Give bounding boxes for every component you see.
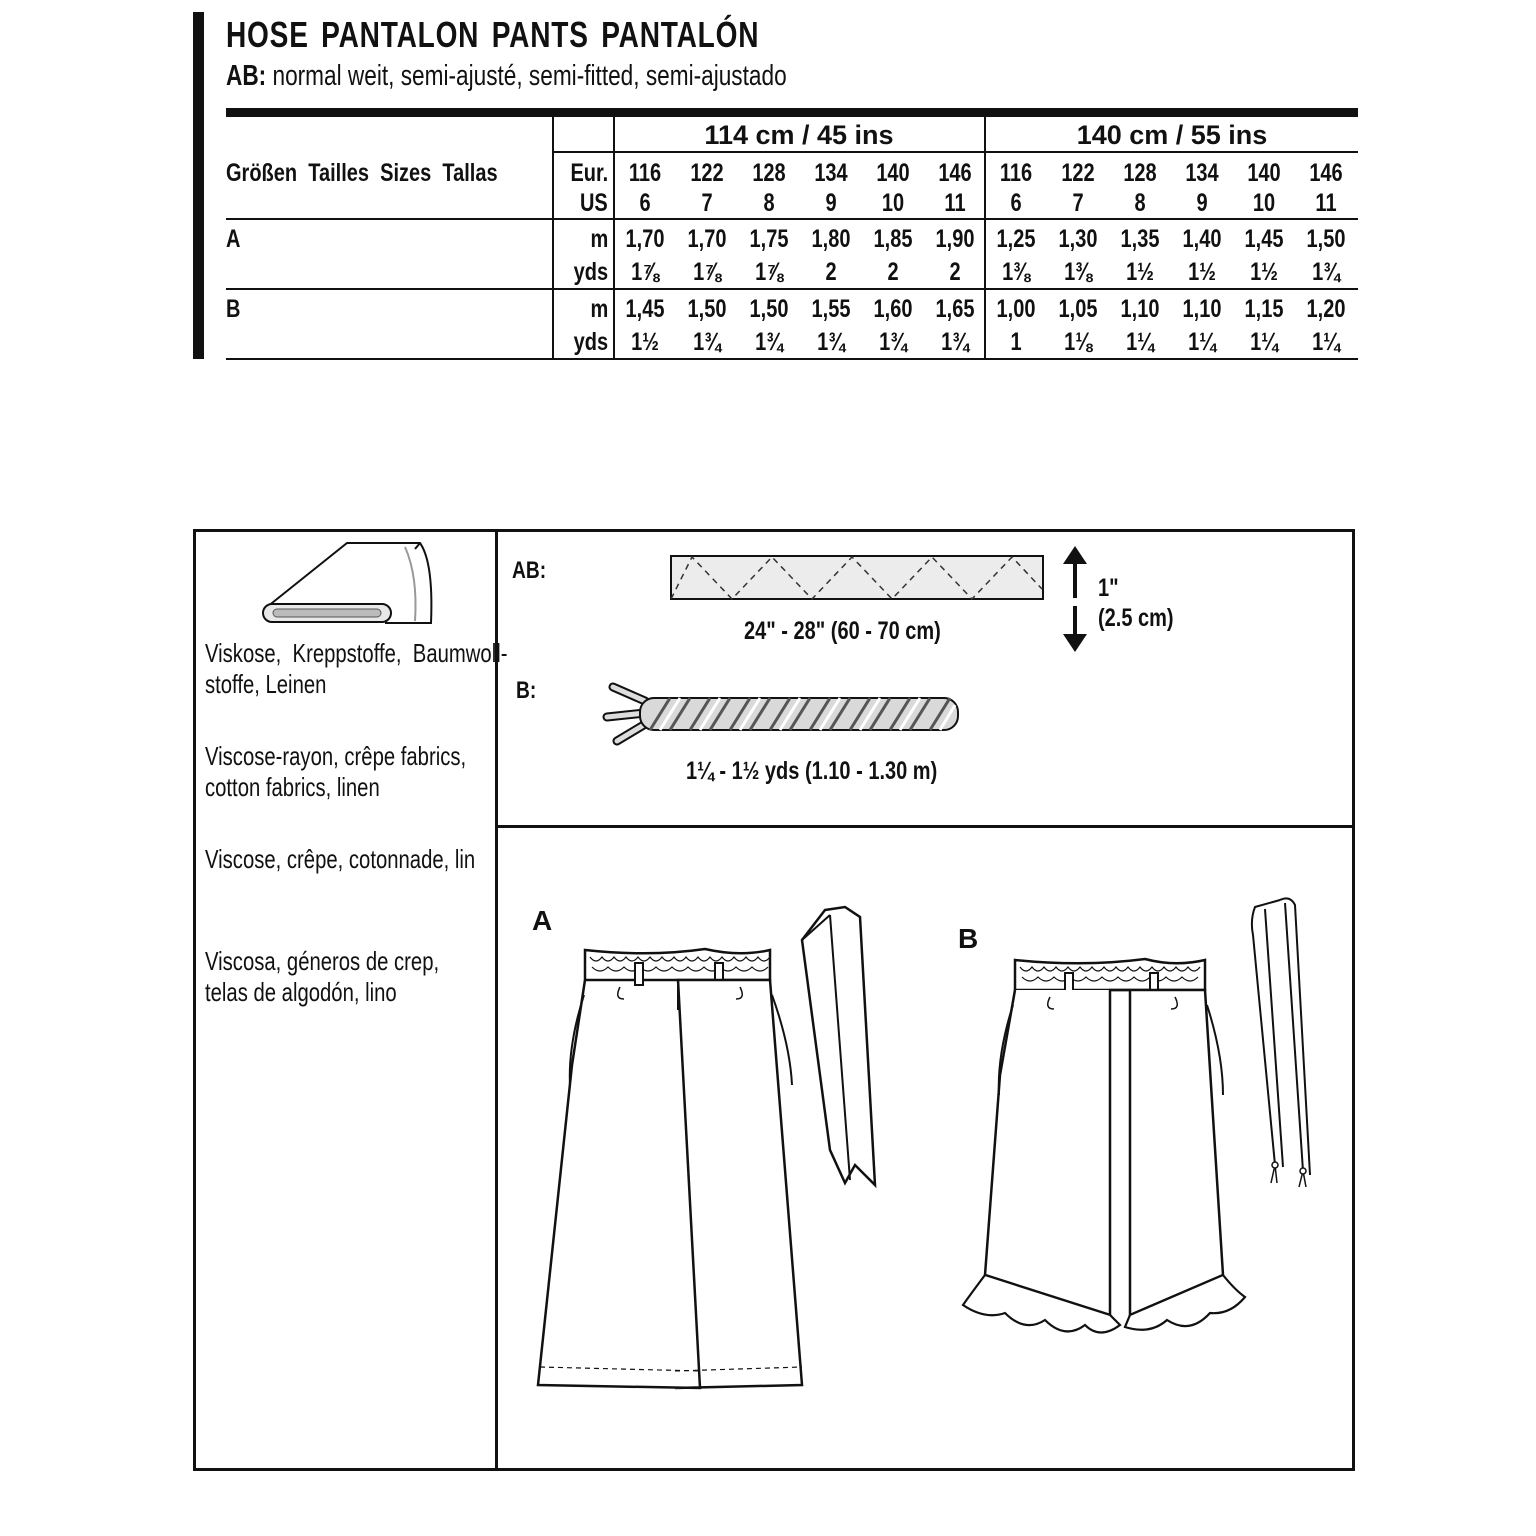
- table-rule: [552, 151, 1358, 153]
- fabric-es-line: Viscosa, géneros de crep,: [205, 946, 440, 976]
- view-b-meters-cell: 1,00: [996, 295, 1036, 323]
- view-b-meters-cell: 1,15: [1244, 295, 1284, 323]
- view-b-yards-cell: 1¼: [1188, 328, 1216, 356]
- size-row-label: Größen Tailles Sizes Tallas: [226, 159, 498, 187]
- view-a-meters-cell: 1,70: [625, 225, 665, 253]
- view-a-letter: A: [532, 905, 553, 936]
- view-b-letter: B: [958, 923, 979, 954]
- view-b-meters-cell: 1,20: [1306, 295, 1346, 323]
- view-a-label: A: [226, 225, 241, 253]
- view-a-meters-cell: 1,85: [873, 225, 913, 253]
- unit-yds: yds: [573, 328, 608, 356]
- size-us-cell: 8: [763, 189, 775, 217]
- view-a-meters-cell: 1,25: [996, 225, 1036, 253]
- table-rule: [552, 117, 554, 360]
- view-b-meters-cell: 1,60: [873, 295, 913, 323]
- table-rule: [226, 288, 1358, 290]
- fabric-en-line: cotton fabrics, linen: [205, 772, 380, 802]
- view-a-yards-cell: 1½: [1126, 258, 1154, 286]
- view-a-yards-cell: 1⅜: [1064, 258, 1092, 286]
- twisted-cord-icon: [605, 677, 960, 747]
- elastic-tape-icon: [670, 555, 1044, 601]
- view-a-yards-cell: 1⅜: [1002, 258, 1030, 286]
- fabric-es-line: telas de algodón, lino: [205, 977, 397, 1007]
- notion-b-length: 1¼ - 1½ yds (1.10 - 1.30 m): [686, 757, 938, 785]
- fit-views-key: AB:: [226, 60, 267, 92]
- unit-yds: yds: [573, 258, 608, 286]
- view-a-meters-cell: 1,70: [687, 225, 727, 253]
- view-b-yards-cell: 1⅛: [1064, 328, 1092, 356]
- pants-view-b-drawing: [955, 895, 1315, 1355]
- view-b-label: B: [226, 295, 241, 323]
- view-a-yards-cell: 2: [887, 258, 899, 286]
- size-eur-cell: 140: [1247, 159, 1281, 187]
- view-b-meters-cell: 1,65: [935, 295, 975, 323]
- size-us-cell: 8: [1134, 189, 1146, 217]
- size-eur-cell: 116: [628, 159, 662, 187]
- view-b-meters-cell: 1,55: [811, 295, 851, 323]
- view-a-yards-cell: 1½: [1250, 258, 1278, 286]
- view-a-meters-cell: 1,35: [1120, 225, 1160, 253]
- view-a-yards-cell: 1¾: [1312, 258, 1340, 286]
- view-b-yards-cell: 1¾: [941, 328, 969, 356]
- fit-text: normal weit, semi-ajusté, semi-fitted, semi-ajustado: [266, 60, 787, 92]
- size-us-cell: 10: [881, 189, 905, 217]
- width-arrow-icon: [1060, 546, 1090, 652]
- fit-description: [226, 60, 787, 93]
- size-eur-cell: 116: [999, 159, 1033, 187]
- notion-ab-width-in: 1": [1098, 574, 1119, 602]
- fabric-width-140: 140 cm / 55 ins: [1076, 120, 1268, 150]
- view-a-yards-cell: 1⅞: [631, 258, 659, 286]
- view-b-yards-cell: 1¾: [817, 328, 845, 356]
- title-word-fr: PANTALON: [321, 14, 480, 55]
- fabric-fr: [205, 844, 475, 875]
- view-a-yards-cell: 2: [949, 258, 961, 286]
- fabric-de: [205, 638, 507, 700]
- size-eur-cell: 140: [876, 159, 910, 187]
- size-eur-cell: 134: [1185, 159, 1219, 187]
- size-us-cell: 7: [701, 189, 713, 217]
- notion-ab-length: 24" - 28" (60 - 70 cm): [744, 617, 941, 645]
- view-a-yards-cell: 2: [825, 258, 837, 286]
- view-b-meters-cell: 1,10: [1182, 295, 1222, 323]
- view-b-yards-cell: 1¼: [1312, 328, 1340, 356]
- fabric-width-114: 114 cm / 45 ins: [704, 120, 894, 150]
- fabric-en-line: Viscose-rayon, crêpe fabrics,: [205, 741, 467, 771]
- table-rule: [226, 358, 1358, 360]
- view-a-meters-cell: 1,30: [1058, 225, 1098, 253]
- view-b-yards-cell: 1¼: [1126, 328, 1154, 356]
- unit-m: m: [590, 295, 608, 323]
- view-b-yards-cell: 1¾: [879, 328, 907, 356]
- fabric-en: [205, 741, 466, 803]
- table-rule: [984, 117, 986, 360]
- size-us-cell: 6: [1010, 189, 1022, 217]
- view-a-meters-cell: 1,90: [935, 225, 975, 253]
- size-eur-cell: 146: [1309, 159, 1343, 187]
- fabric-de-line: Viskose, Kreppstoffe, Baumwoll-: [205, 638, 508, 668]
- title-word-de: HOSE: [226, 14, 309, 55]
- view-a-yards-cell: 1⅞: [755, 258, 783, 286]
- header-accent-bar: [193, 12, 204, 359]
- title-word-es: PANTALÓN: [601, 14, 760, 55]
- fabric-es: [205, 946, 439, 1008]
- table-rule: [613, 117, 615, 360]
- fabric-fr-line: Viscose, crêpe, cotonnade, lin: [205, 844, 476, 874]
- pattern-title: [226, 14, 772, 56]
- notion-ab-width-cm: (2.5 cm): [1098, 604, 1174, 632]
- view-a-meters-cell: 1,40: [1182, 225, 1222, 253]
- view-b-meters-cell: 1,10: [1120, 295, 1160, 323]
- size-eur-cell: 122: [690, 159, 724, 187]
- notion-b-label: B:: [516, 677, 537, 704]
- size-us-cell: 9: [1196, 189, 1208, 217]
- view-a-meters-cell: 1,75: [749, 225, 789, 253]
- panel-divider-horizontal: [495, 825, 1355, 828]
- view-b-meters-cell: 1,05: [1058, 295, 1098, 323]
- size-us-cell: 11: [1315, 189, 1337, 217]
- yardage-table: [226, 117, 1358, 360]
- size-us-cell: 10: [1252, 189, 1276, 217]
- notion-ab-label: AB:: [512, 557, 547, 584]
- fabric-de-line: stoffe, Leinen: [205, 669, 327, 699]
- view-b-yards-cell: 1¼: [1250, 328, 1278, 356]
- view-a-yards-cell: 1⅞: [693, 258, 721, 286]
- pants-view-a-drawing: [530, 905, 830, 1395]
- view-a-meters-cell: 1,80: [811, 225, 851, 253]
- table-rule: [226, 218, 1358, 220]
- title-word-en: PANTS: [491, 14, 589, 55]
- fabric-roll-icon: [255, 535, 445, 630]
- eur-label: Eur.: [570, 159, 608, 187]
- size-us-cell: 6: [639, 189, 651, 217]
- size-us-cell: 11: [944, 189, 966, 217]
- view-a-meters-cell: 1,45: [1244, 225, 1284, 253]
- size-us-cell: 7: [1072, 189, 1084, 217]
- view-b-yards-cell: 1½: [631, 328, 659, 356]
- size-eur-cell: 134: [814, 159, 848, 187]
- size-eur-cell: 128: [1123, 159, 1157, 187]
- view-a-yards-cell: 1½: [1188, 258, 1216, 286]
- size-eur-cell: 146: [938, 159, 972, 187]
- view-b-meters-cell: 1,45: [625, 295, 665, 323]
- table-top-rule: [226, 108, 1358, 117]
- unit-m: m: [590, 225, 608, 253]
- size-eur-cell: 128: [752, 159, 786, 187]
- view-b-yards-cell: 1¾: [693, 328, 721, 356]
- view-b-yards-cell: 1: [1010, 328, 1022, 356]
- view-b-yards-cell: 1¾: [755, 328, 783, 356]
- size-eur-cell: 122: [1061, 159, 1095, 187]
- view-b-meters-cell: 1,50: [687, 295, 727, 323]
- view-b-meters-cell: 1,50: [749, 295, 789, 323]
- us-label: US: [580, 189, 608, 217]
- view-a-meters-cell: 1,50: [1306, 225, 1346, 253]
- size-us-cell: 9: [825, 189, 837, 217]
